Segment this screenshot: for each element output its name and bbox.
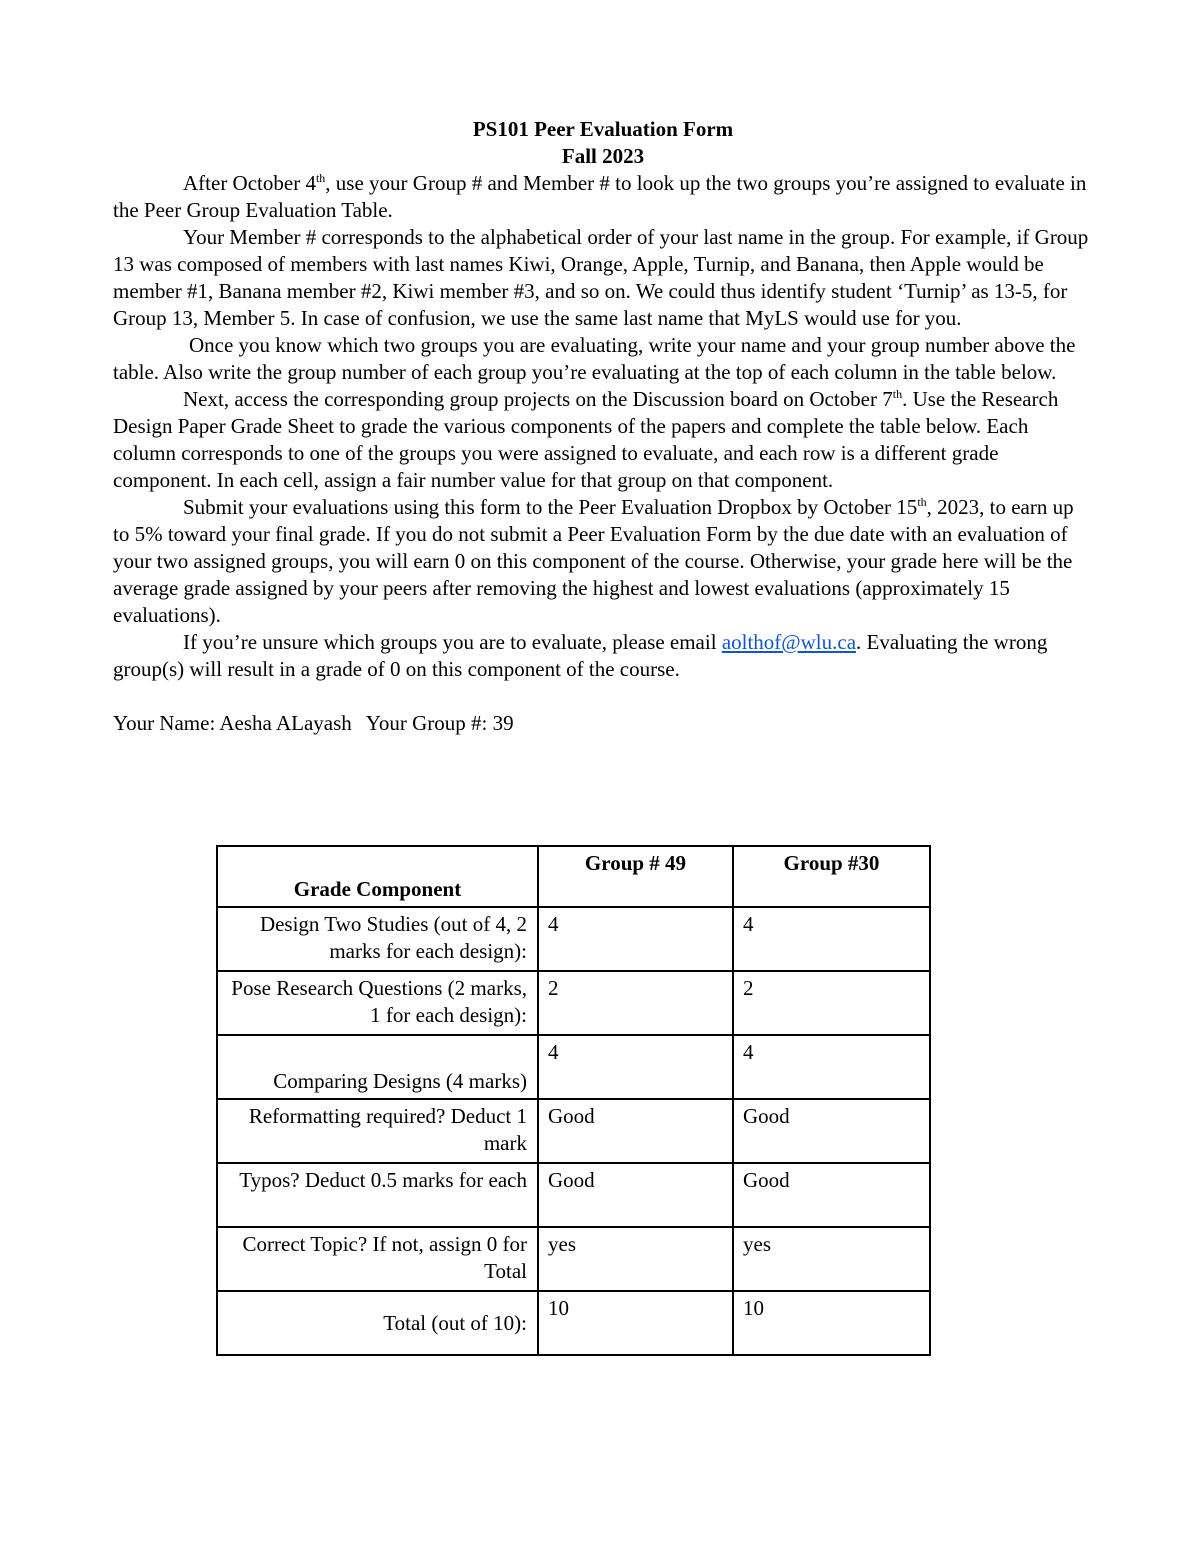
row-label-total: Total (out of 10): (217, 1291, 538, 1355)
paragraph-5 (113, 494, 1093, 629)
table-header-row (217, 846, 930, 907)
header-grade-component: Grade Component (217, 846, 538, 907)
cell-group-b-typos: Good (733, 1163, 930, 1227)
paragraph-6 (113, 629, 1093, 683)
cell-group-b-reformatting: Good (733, 1099, 930, 1163)
row-label-design-studies: Design Two Studies (out of 4, 2 marks for each design): (217, 907, 538, 971)
paragraph-5-sup: th (917, 495, 927, 509)
row-label-research-questions: Pose Research Questions (2 marks, 1 for each design): (217, 971, 538, 1035)
row-label-comparing-designs: Comparing Designs (4 marks) (217, 1035, 538, 1099)
document-subtitle: Fall 2023 (561, 144, 645, 168)
peer-evaluation-table (216, 845, 931, 1356)
cell-group-a-comparing-designs: 4 (538, 1035, 733, 1099)
document-title: PS101 Peer Evaluation Form (472, 117, 734, 141)
paragraph-4 (113, 386, 1093, 494)
cell-group-a-reformatting: Good (538, 1099, 733, 1163)
paragraph-6-text-a: If you’re unsure which groups you are to evaluate, please email (183, 630, 722, 654)
table-row (217, 971, 930, 1035)
cell-group-b-research-questions: 2 (733, 971, 930, 1035)
paragraph-3: Once you know which two groups you are evaluating, write your name and your group number above the table. Also write the group number of each group you’re evaluating at the top of each column in the table below. (113, 333, 1076, 384)
table-row (217, 1163, 930, 1227)
your-name-label: Your Name: (113, 711, 216, 735)
table-row (217, 907, 930, 971)
your-info-line (113, 710, 1093, 737)
row-label-typos: Typos? Deduct 0.5 marks for each (217, 1163, 538, 1227)
table-row (217, 1227, 930, 1291)
header-group-b: Group #30 (733, 846, 930, 907)
cell-group-b-total: 10 (733, 1291, 930, 1355)
table-row (217, 1099, 930, 1163)
cell-group-a-correct-topic: yes (538, 1227, 733, 1291)
cell-group-b-design-studies: 4 (733, 907, 930, 971)
table-row (217, 1035, 930, 1099)
row-label-correct-topic: Correct Topic? If not, assign 0 for Total (217, 1227, 538, 1291)
header-group-a: Group # 49 (538, 846, 733, 907)
email-link[interactable]: aolthof@wlu.ca (721, 630, 857, 654)
paragraph-1 (113, 170, 1093, 224)
table-row (217, 1291, 930, 1355)
cell-group-a-typos: Good (538, 1163, 733, 1227)
paragraph-5-text-a: Submit your evaluations using this form to the Peer Evaluation Dropbox by October 15 (183, 495, 918, 519)
cell-group-a-total: 10 (538, 1291, 733, 1355)
paragraph-1-text-b: , use your Group # and Member # to look up the two groups you’re assigned to evaluate in the Peer Group Evaluation Table. (113, 171, 1087, 222)
cell-group-a-research-questions: 2 (538, 971, 733, 1035)
row-label-reformatting: Reformatting required? Deduct 1 mark (217, 1099, 538, 1163)
cell-group-a-design-studies: 4 (538, 907, 733, 971)
paragraph-1-sup: th (315, 171, 326, 185)
paragraph-6-text-b: . Evaluating the wrong group(s) will result in a grade of 0 on this component of the course. (113, 630, 1048, 681)
cell-group-b-correct-topic: yes (733, 1227, 930, 1291)
your-group-label: Your Group #: (365, 711, 488, 735)
paragraph-4-text-a: Next, access the corresponding group projects on the Discussion board on October 7 (183, 387, 893, 411)
paragraph-4-sup: th (892, 387, 903, 401)
paragraph-5-text-b: , 2023, to earn up to 5% toward your final grade. If you do not submit a Peer Evaluation Form by the due date with an evaluation of your two assigned groups, you will earn 0 on this component of the course. Otherwise, your grade here will be the average grade assigned by your peers after removing the highest and lowest evaluations (approximately 15 evaluations). (113, 495, 1074, 627)
paragraph-2: Your Member # corresponds to the alphabetical order of your last name in the group. For example, if Group 13 was composed of members with last names Kiwi, Orange, Apple, Turnip, and Banana, then Apple would be member #1, Banana member #2, Kiwi member #3, and so on. We could thus identify student ‘Turnip’ as 13-5, for Group 13, Member 5. In case of confusion, we use the same last name that MyLS would use for you. (113, 225, 1089, 330)
paragraph-1-text-a: After October 4 (183, 171, 316, 195)
paragraph-4-text-b: . Use the Research Design Paper Grade Sheet to grade the various components of the papers and complete the table below. Each column corresponds to one of the groups you were assigned to evaluate, and each row is a different grade component. In each cell, assign a fair number value for that group on that component. (113, 387, 1059, 492)
your-group-value: 39 (492, 711, 514, 735)
cell-group-b-comparing-designs: 4 (733, 1035, 930, 1099)
document-body (113, 116, 1093, 737)
your-name-value: Aesha ALayash (219, 711, 352, 735)
